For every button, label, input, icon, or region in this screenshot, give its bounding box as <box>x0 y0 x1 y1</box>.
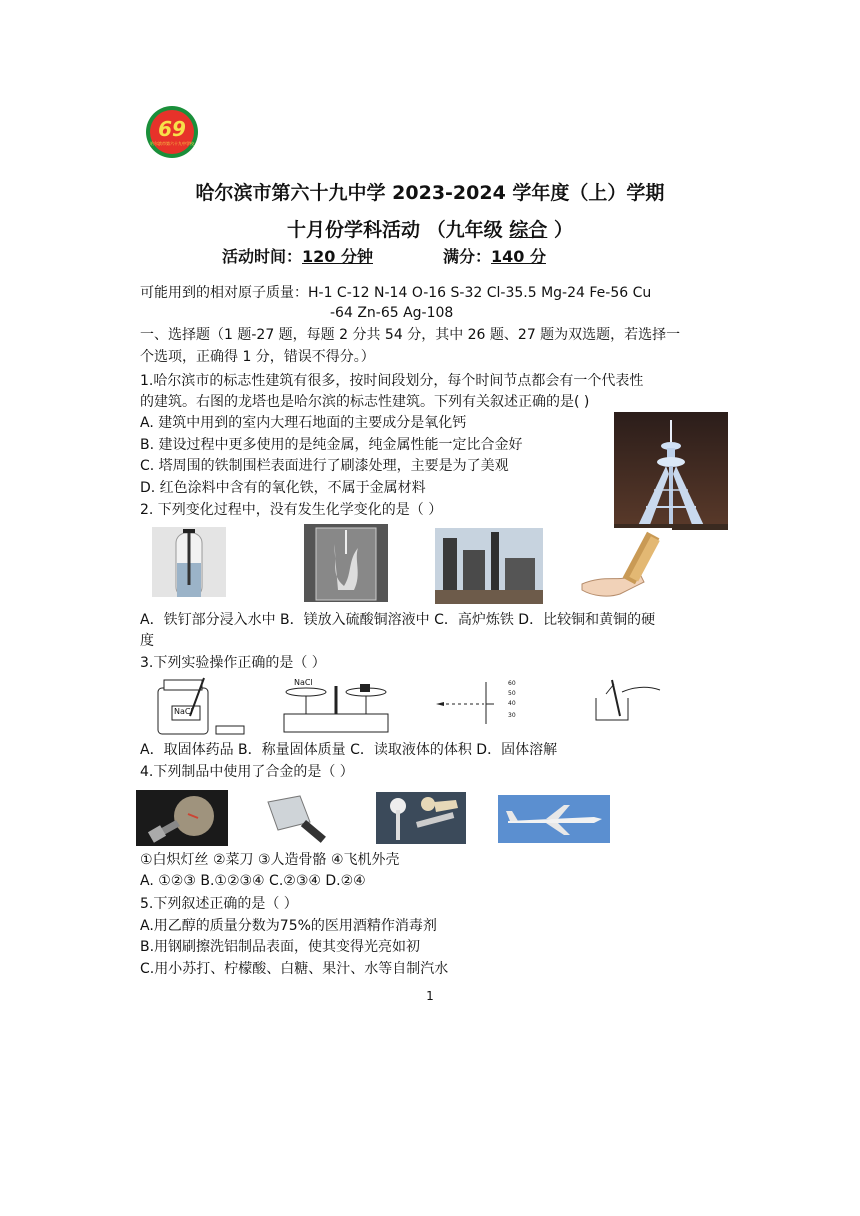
score-label: 满分： <box>443 247 492 266</box>
q1-stem-line2: 的建筑。右图的龙塔也是哈尔滨的标志性建筑。下列有关叙述正确的是( ) <box>140 394 590 410</box>
nacl-label-scale: NaCl <box>294 678 313 687</box>
q2-options-line1: A．铁钉部分浸入水中 B．镁放入硫酸铜溶液中 C．高炉炼铁 D．比较铜和黄铜的硬 <box>140 612 656 628</box>
q4-items: ①白炽灯丝 ②菜刀 ③人造骨骼 ④飞机外壳 <box>140 852 400 868</box>
take-solid-drug-diagram <box>152 676 248 736</box>
artificial-bone-image <box>376 792 466 844</box>
page-subtitle <box>0 215 860 242</box>
q1-option-c: C. 塔周围的铁制围栏表面进行了刷漆处理，主要是为了美观 <box>140 458 509 474</box>
hardness-compare-image <box>580 528 672 600</box>
time-info <box>222 244 373 267</box>
page-title: 哈尔滨市第六十九中学 2023-2024 学年度（上）学期 <box>195 182 665 204</box>
subtitle-prefix: 十月份学科活动 （九年级 <box>287 219 503 241</box>
airplane-image <box>498 795 610 843</box>
blast-furnace-image <box>435 528 543 604</box>
q4-options: A. ①②③ B.①②③④ C.②③④ D.②④ <box>140 873 366 889</box>
scale-60: 60 <box>508 680 516 687</box>
light-bulb-image <box>136 790 228 846</box>
nail-in-water-image <box>152 527 226 597</box>
scale-40: 40 <box>508 700 516 707</box>
page-number: 1 <box>426 989 434 1003</box>
q2-options-line2: 度 <box>140 633 154 649</box>
q1-option-d: D. 红色涂料中含有的氧化铁，不属于金属材料 <box>140 480 426 496</box>
subtitle-suffix: ） <box>553 219 573 241</box>
q5-option-c: C.用小苏打、柠檬酸、白糖、果汁、水等自制汽水 <box>140 961 449 977</box>
q4-stem: 4.下列制品中使用了合金的是（ ） <box>140 764 354 780</box>
q3-stem: 3.下列实验操作正确的是（ ） <box>140 655 326 671</box>
dissolve-solid-diagram <box>592 676 662 724</box>
q1-option-b: B. 建设过程中更多使用的是纯金属，纯金属性能一定比合金好 <box>140 437 523 453</box>
score-info <box>443 244 546 267</box>
read-cylinder-diagram <box>434 680 530 724</box>
subtitle-subject: 综合 <box>509 219 548 241</box>
time-value: 120 分钟 <box>302 247 373 266</box>
scale-30: 30 <box>508 712 516 719</box>
q5-option-b: B.用钢刷擦洗铝制品表面，使其变得光亮如初 <box>140 939 421 955</box>
q1-stem-line1: 1.哈尔滨市的标志性建筑有很多，按时间段划分，每个时间节点都会有一个代表性 <box>140 373 644 389</box>
dragon-tower-image <box>614 412 728 530</box>
scale-50: 50 <box>508 690 516 697</box>
q2-stem: 2. 下列变化过程中，没有发生化学变化的是（ ） <box>140 502 443 518</box>
q5-stem: 5.下列叙述正确的是（ ） <box>140 896 298 912</box>
school-logo <box>146 106 198 158</box>
nacl-label-jar: NaCl <box>174 707 193 716</box>
magnesium-in-copper-sulfate-image <box>304 524 388 602</box>
section1-instructions-line2: 个选项，正确得 1 分，错误不得分。） <box>140 349 375 365</box>
atomic-masses-line1: 可能用到的相对原子质量：H-1 C-12 N-14 O-16 S-32 Cl-35.5 Mg-24 Fe-56 Cu <box>140 285 652 301</box>
logo-emblem <box>150 110 194 154</box>
q3-options: A．取固体药品 B．称量固体质量 C．读取液体的体积 D．固体溶解 <box>140 742 558 758</box>
score-value: 140 分 <box>491 247 546 266</box>
atomic-masses-line2: -64 Zn-65 Ag-108 <box>330 305 454 321</box>
balance-scale-diagram <box>280 676 392 736</box>
q1-option-a: A. 建筑中用到的室内大理石地面的主要成分是氧化钙 <box>140 415 467 431</box>
q5-option-a: A.用乙醇的质量分数为75%的医用酒精作消毒剂 <box>140 918 437 934</box>
time-label: 活动时间： <box>222 247 303 266</box>
section1-instructions-line1: 一、选择题（1 题-27 题，每题 2 分共 54 分，其中 26 题、27 题为双选题，若选择一 <box>140 327 681 343</box>
logo-number: 69 <box>158 116 186 141</box>
logo-caption: 哈尔滨市第六十九中学校 <box>150 140 194 146</box>
kitchen-knife-image <box>262 792 336 844</box>
